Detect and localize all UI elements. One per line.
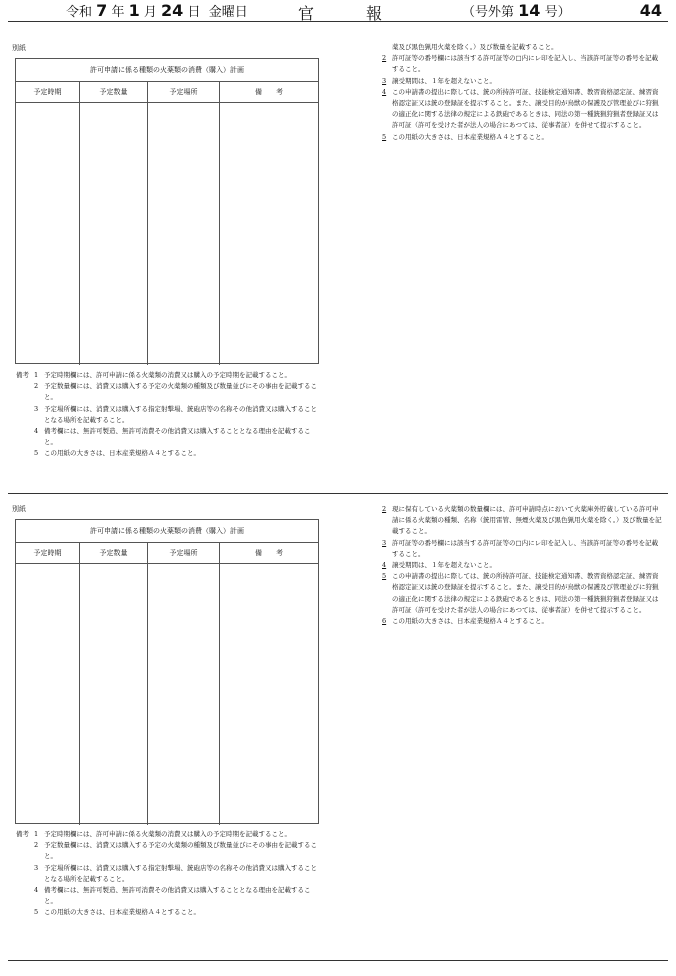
column-header: 予定時期 <box>16 82 80 102</box>
page-header <box>0 0 676 22</box>
instructions-top <box>382 42 664 143</box>
instruction-item: 5 この申請書の提出に際しては、銃の所持許可証、技能検定通知書、教習資格認定証、練習資格認定証又は銃の登録証を提示すること。また、譲受目的が鳥獣の保護及び管理並びに狩猟の適正化に関する法律の規定による鉄砲であるときは、同法の第一種銃猟狩猟者登録証又は許可証（許可を受けた者が法人の場合にあつては、従事者証）を併せて提示すること。 <box>382 572 659 614</box>
column-header: 予定場所 <box>148 82 220 102</box>
column-divider <box>147 103 148 365</box>
plan-table <box>15 58 319 364</box>
footer-rule <box>8 960 668 961</box>
issue-number: （号外第 14 号） <box>462 1 571 20</box>
column-divider <box>79 564 80 825</box>
remark-item: 3 予定場所欄には、消費又は購入する指定射撃場、銃砲店等の名称その他消費又は購入することとなる場所を記載すること。 <box>34 404 317 424</box>
remark-item: 2 予定数量欄には、消費又は購入する予定の火薬類の種類及び数量並びにその事由を記載すること。 <box>34 841 317 861</box>
instruction-item: 6 この用紙の大きさは、日本産業規格Ａ４とすること。 <box>382 617 548 626</box>
plan-table <box>15 519 319 824</box>
remark-item: 4 備考欄には、無許可製造、無許可消費その他消費又は購入することとなる理由を記載すること。 <box>34 427 311 447</box>
instruction-item: 3 許可証等の番号欄には該当する許可証等の□内にレ印を記入し、当該許可証等の番号を記載すること。 <box>382 538 659 558</box>
column-header: 予定時期 <box>16 543 80 563</box>
remark-item: 3 予定場所欄には、消費又は購入する指定射撃場、銃砲店等の名称その他消費又は購入することとなる場所を記載すること。 <box>34 863 317 883</box>
table-header-row <box>16 82 318 103</box>
column-divider <box>219 103 220 365</box>
column-header: 備 考 <box>255 88 283 96</box>
table-title: 許可申請に係る種類の火薬類の消費（購入）計画 <box>16 520 318 543</box>
table-header-row <box>16 543 318 564</box>
remark-item: 備考 1 予定時期欄には、許可申請に係る火薬類の消費又は購入の予定時期を記載すること。 <box>16 830 291 838</box>
annex-label: 別紙 <box>12 44 26 52</box>
remarks <box>16 829 322 919</box>
instruction-item: 4 この申請書の提出に際しては、銃の所持許可証、技能検定通知書、教習資格認定証、練習資格認定証又は銃の登録証を提示すること。また、譲受目的が鳥獣の保護及び管理並びに狩猟の適正化に関する法律の規定による鉄砲であるときは、同法の第一種銃猟狩猟者登録証又は許可証（許可を受けた者が法人の場合にあつては、従事者証）を併せて提示すること。 <box>382 87 659 130</box>
column-divider <box>79 103 80 365</box>
header-rule <box>8 21 668 22</box>
remark-item: 5 この用紙の大きさは、日本産業規格Ａ４とすること。 <box>34 449 200 458</box>
column-header: 予定数量 <box>80 543 148 563</box>
instruction-item: 2 許可証等の番号欄には該当する許可証等の□内にレ印を記入し、当該許可証等の番号を記載すること。 <box>382 54 659 74</box>
instruction-item: 4 譲受期間は、１年を超えないこと。 <box>382 561 496 570</box>
instruction-continuation: 薬及び黒色猟用火薬を除く。）及び数量を記載すること。 <box>392 43 558 51</box>
column-divider <box>147 564 148 825</box>
remarks <box>16 370 322 460</box>
annex-label: 別紙 <box>12 505 26 513</box>
section-rule <box>8 493 668 494</box>
page-number: 44 <box>639 1 662 20</box>
remark-item: 2 予定数量欄には、消費又は購入する予定の火薬類の種類及び数量並びにその事由を記載すること。 <box>34 382 317 402</box>
issue-date: 令和 7 年 1 月 24 日 金曜日 <box>66 1 248 20</box>
remark-item: 5 この用紙の大きさは、日本産業規格Ａ４とすること。 <box>34 908 200 917</box>
instruction-item: 2 現に保有している火薬類の数量欄には、許可申請時点において火薬庫外貯蔵している許可申請に係る火薬類の種類、名称（銃用雷管、無煙火薬及び黒色猟用火薬を除く。）及び数量を記載すること。 <box>382 505 662 536</box>
table-body <box>16 564 318 825</box>
column-divider <box>219 564 220 825</box>
column-header: 予定数量 <box>80 82 148 102</box>
remark-item: 4 備考欄には、無許可製造、無許可消費その他消費又は購入することとなる理由を記載すること。 <box>34 886 311 906</box>
paper-name: 官報 <box>298 4 435 23</box>
table-title: 許可申請に係る種類の火薬類の消費（購入）計画 <box>16 59 318 82</box>
instruction-item: 5 この用紙の大きさは、日本産業規格Ａ４とすること。 <box>382 132 548 141</box>
instruction-item: 3 譲受期間は、１年を超えないこと。 <box>382 76 496 85</box>
column-header: 備 考 <box>255 549 283 557</box>
remark-item: 備考 1 予定時期欄には、許可申請に係る火薬類の消費又は購入の予定時期を記載すること。 <box>16 371 291 379</box>
instructions-bottom <box>382 504 664 627</box>
column-header: 予定場所 <box>148 543 220 563</box>
table-body <box>16 103 318 365</box>
